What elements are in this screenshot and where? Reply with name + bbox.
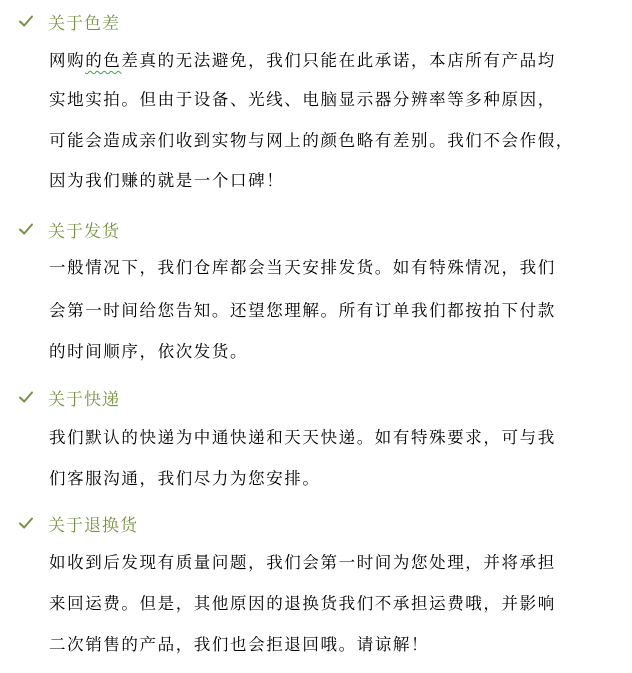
paragraph-line: 二次销售的产品，我们也会拒退回哦。请谅解！ bbox=[49, 635, 430, 654]
paragraph-line: 一般情况下，我们仓库都会当天安排发货。如有特殊情况，我们 bbox=[49, 258, 556, 277]
paragraph-line: 实地实拍。但由于设备、光线、电脑显示器分辨率等多种原因， bbox=[49, 90, 556, 109]
paragraph-line: 因为我们赚的就是一个口碑！ bbox=[49, 171, 285, 190]
paragraph-line: 们客服沟通，我们尽力为您安排。 bbox=[49, 469, 321, 488]
section-heading-text: 关于快递 bbox=[48, 389, 120, 410]
checkmark-icon bbox=[18, 389, 34, 405]
checkmark-icon bbox=[18, 13, 34, 29]
paragraph-line: 我们默认的快递为中通快递和天天快递。如有特殊要求，可与我 bbox=[49, 428, 556, 447]
section-heading-text: 关于色差 bbox=[48, 13, 120, 34]
checkmark-icon bbox=[18, 221, 34, 237]
paragraph-line: 如收到后发现有质量问题，我们会第一时间为您处理，并将承担 bbox=[49, 553, 556, 572]
spellcheck-underlined-text: 的色 bbox=[85, 51, 122, 70]
text-segment: 差真的无法避免，我们只能在此承诺，本店所有产品均 bbox=[121, 51, 556, 70]
section-heading-color-difference bbox=[18, 6, 120, 36]
section-heading-text: 关于退换货 bbox=[48, 515, 138, 536]
paragraph-line: 的时间顺序，依次发货。 bbox=[49, 342, 249, 361]
paragraph-line bbox=[49, 51, 556, 71]
paragraph-line: 来回运费。但是，其他原因的退换货我们不承担运费哦，并影响 bbox=[49, 594, 556, 613]
section-heading-returns bbox=[18, 508, 138, 538]
text-segment: 网购 bbox=[49, 51, 86, 70]
section-heading-courier bbox=[18, 382, 120, 412]
paragraph-line: 可能会造成亲们收到实物与网上的颜色略有差别。我们不会作假， bbox=[49, 131, 574, 150]
checkmark-icon bbox=[18, 515, 34, 531]
paragraph-line: 会第一时间给您告知。还望您理解。所有订单我们都按拍下付款 bbox=[49, 301, 556, 320]
section-heading-shipping bbox=[18, 214, 120, 244]
section-heading-text: 关于发货 bbox=[48, 221, 120, 242]
